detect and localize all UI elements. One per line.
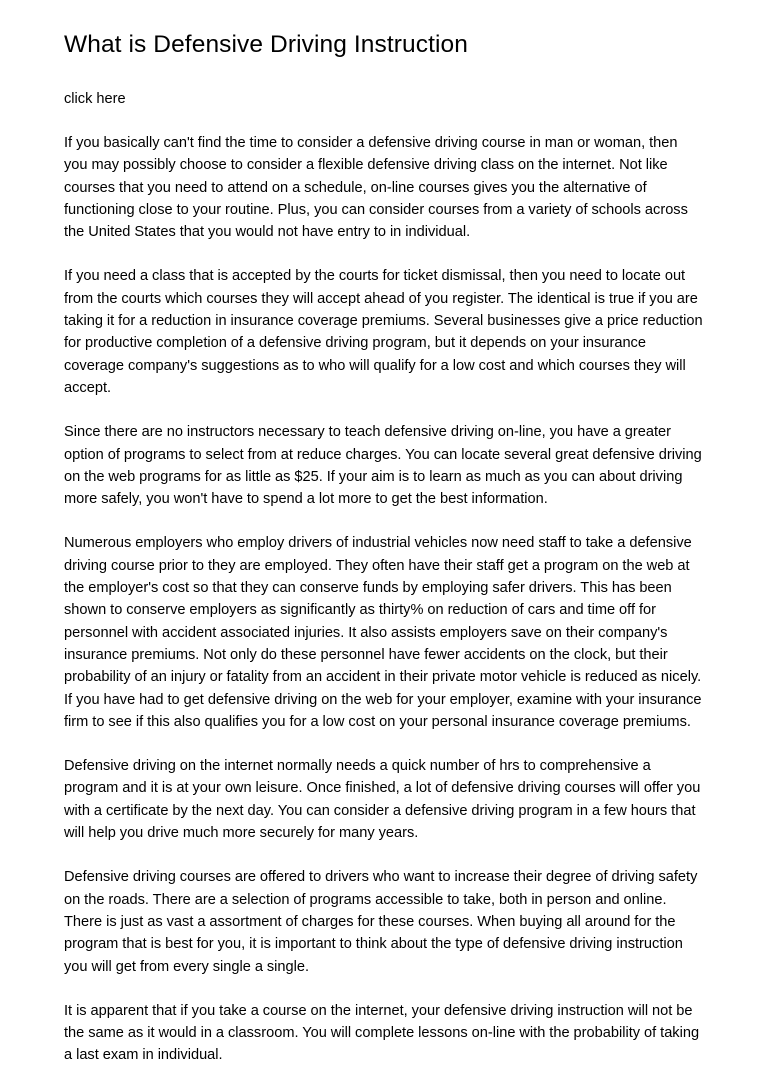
page-title: What is Defensive Driving Instruction bbox=[64, 31, 469, 58]
paragraph-7: It is apparent that if you take a course on the internet, your defensive driving instruction will not be the same as it would in a classroom. You will complete lessons on-line with the probability of taking a last exam in individual. bbox=[64, 1002, 700, 1064]
paragraph-3: Since there are no instructors necessary to teach defensive driving on-line, you have a greater option of programs to select from at reduce charges. You can locate several great defensive driving on the web programs for as little as $25. If your aim is to learn as much as you can about driving more safely, you won't have to spend a lot more to get the best information. bbox=[64, 424, 702, 508]
paragraph-5: Defensive driving on the internet normally needs a quick number of hrs to comprehensive a program and it is at your own leisure. Once finished, a lot of defensive driving courses will offer you with a certificate by the next day. You can consider a defensive driving program in a few hours that will help you drive much more securely for many years. bbox=[64, 758, 701, 842]
paragraph-6: Defensive driving courses are offered to drivers who want to increase their degree of driving safety on the roads. There are a selection of programs accessible to take, both in person and online. There is just as vast a assortment of charges for these courses. When buying all around for the program that is best for you, it is important to think about the type of defensive driving instruction you will get from every single a single. bbox=[64, 869, 698, 975]
paragraph-2: If you need a class that is accepted by the courts for ticket dismissal, then you need to locate out from the courts which courses they will accept ahead of you register. The identical is true if you are taking it for a reduction in insurance coverage premiums. Several businesses give a price reduction for productive completion of a defensive driving program, but it depends on your insurance coverage company's suggestions as to who will qualify for a low cost and which courses they will accept. bbox=[64, 268, 703, 396]
click-here-link[interactable]: click here bbox=[64, 91, 126, 107]
click-here-line bbox=[64, 88, 705, 110]
paragraph-1: If you basically can't find the time to consider a defensive driving course in man or woman, then you may possibly choose to consider a flexible defensive driving class on the internet. Not like courses that you need to attend on a schedule, on-line courses gives you the alternative of functioning close to your routine. Plus, you can consider courses from a variety of schools across the United States that you would not have entry to in individual. bbox=[64, 135, 688, 241]
paragraph-4: Numerous employers who employ drivers of industrial vehicles now need staff to take a defensive driving course prior to they are employed. They often have their staff get a program on the web at the employer's cost so that they can conserve funds by employing safer drivers. This has been shown to conserve employers as significantly as thirty% on reduction of cars and time off for personnel with accident associated injuries. It also assists employers save on their company's insurance premiums. Not only do these personnel have fewer accidents on the clock, but their probability of an injury or fatality from an accident in their private motor vehicle is reduced as nicely. If you have had to get defensive driving on the web for your employer, examine with your insurance firm to see if this also qualifies you for a low cost on your personal insurance coverage premiums. bbox=[64, 535, 702, 730]
